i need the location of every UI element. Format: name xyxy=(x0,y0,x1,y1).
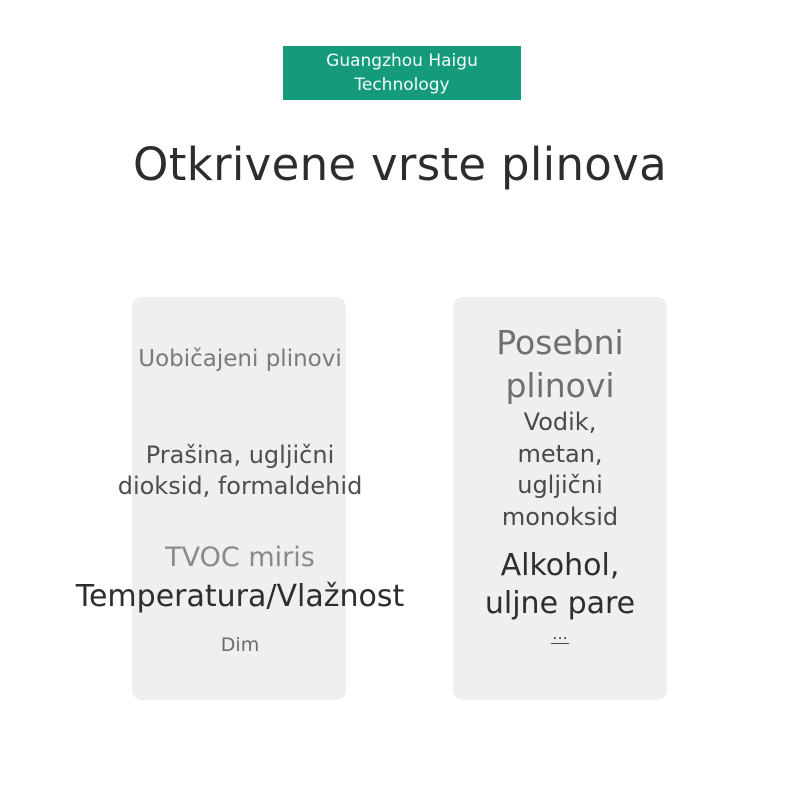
brand-badge xyxy=(283,46,521,100)
brand-name-line2: Technology xyxy=(354,75,450,95)
common-gases-list-line1: Prašina, ugljični xyxy=(145,441,335,469)
special-gases-list-line1: Vodik, xyxy=(523,408,597,436)
alcohol-oil-vapor-label xyxy=(160,547,800,623)
alcohol-line2: uljne pare xyxy=(484,586,636,621)
brand-name-line1: Guangzhou Haigu xyxy=(326,51,478,71)
special-gases-list-line2: metan, xyxy=(517,439,603,468)
special-gases-list xyxy=(160,407,800,533)
alcohol-line1: Alkohol, xyxy=(500,548,620,583)
common-gases-list-line2: dioksid, formaldehid xyxy=(117,472,363,500)
special-gases-heading-line1: Posebni xyxy=(496,323,624,362)
common-gases-heading: Uobičajeni plinovi xyxy=(138,346,342,372)
special-gases-heading-line2: plinovi xyxy=(505,366,615,405)
special-gases-heading xyxy=(160,321,800,407)
more-gases-ellipsis xyxy=(160,624,800,643)
page-title: Otkrivene vrste plinova xyxy=(133,138,667,191)
tvoc-label: TVOC miris xyxy=(165,542,315,573)
special-gases-list-line3: ugljični xyxy=(517,471,603,499)
more-ellipsis-text: ... xyxy=(552,624,568,643)
special-gases-list-line4: monoksid xyxy=(501,502,619,531)
temperature-humidity-label: Temperatura/Vlažnost xyxy=(75,579,405,614)
smoke-label: Dim xyxy=(220,634,260,656)
